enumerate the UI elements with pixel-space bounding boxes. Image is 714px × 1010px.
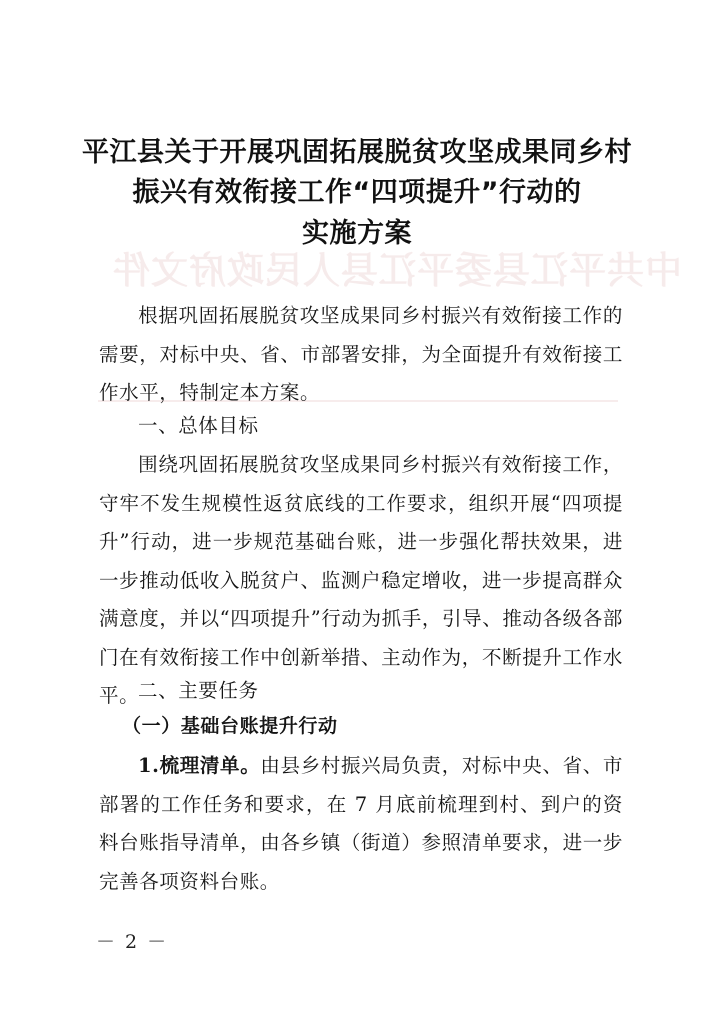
intro-paragraph (99, 297, 623, 413)
subsection-1-heading: （一）基础台账提升行动 (122, 715, 338, 737)
section-2-heading: 二、主要任务 (138, 679, 259, 702)
document-title-line-3: 实施方案 (302, 218, 412, 249)
page-number: － 2 － (96, 931, 169, 953)
section-1-heading: 一、总体目标 (138, 414, 259, 437)
intro-text: 根据巩固拓展脱贫攻坚成果同乡村振兴有效衔接工作的需要，对标中央、省、市部署安排，为全面提升有效衔接工作水平，特制定本方案。 (99, 304, 623, 404)
document-title-line-2: 振兴有效衔接工作“四项提升”行动的 (132, 177, 582, 208)
item-1-lead: 1.梳理清单。 (138, 754, 261, 777)
document-title-line-1: 平江县关于开展巩固拓展脱贫攻坚成果同乡村 (82, 137, 632, 168)
section-1-text: 围绕巩固拓展脱贫攻坚成果同乡村振兴有效衔接工作，守牢不发生规模性返贫底线的工作要求，组织开展“四项提升”行动，进一步规范基础台账，进一步强化帮扶效果，进一步推动低收入脱贫户、监测户稳定增收，进一步提高群众满意度，并以“四项提升”行动为抓手，引导、推动各级各部门在有效衔接工作中创新举措、主动作为，不断提升工作水平。 (99, 453, 623, 707)
item-1-text: 由县乡村振兴局负责，对标中央、省、市部署的工作任务和要求，在 7 月底前梳理到村、到户的资料台账指导清单，由各乡镇（街道）参照清单要求，进一步完善各项资料台账。 (99, 754, 623, 893)
item-1-paragraph (99, 747, 623, 901)
show-through-letterhead: 中共平江县委平江县人民政府文件 (112, 248, 682, 292)
